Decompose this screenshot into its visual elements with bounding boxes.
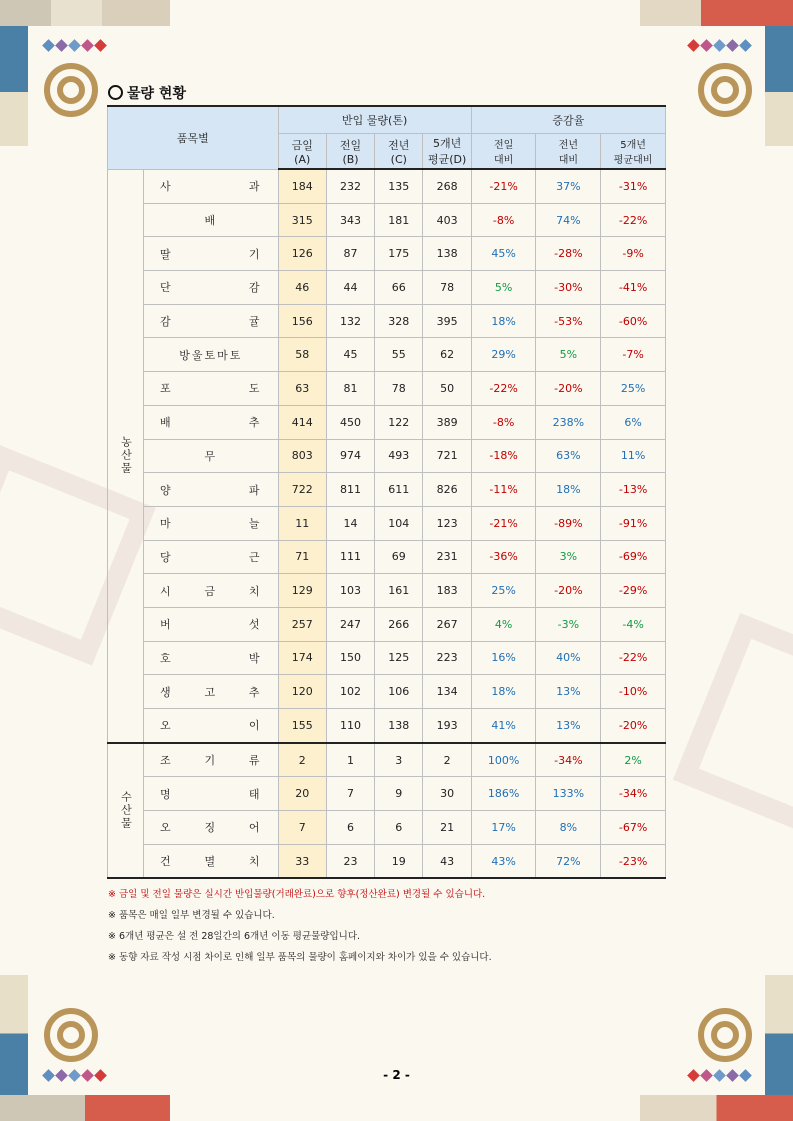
pct-vs-year: 18% [536, 473, 601, 507]
table-row [108, 338, 666, 372]
knot-ornament-bottom-right [690, 1000, 760, 1070]
table-row [108, 405, 666, 439]
table-row [108, 237, 666, 271]
pct-vs-day: 29% [471, 338, 536, 372]
value-today: 20 [278, 777, 326, 811]
value-today: 184 [278, 169, 326, 203]
pct-vs-year: -20% [536, 574, 601, 608]
value-prev-year: 19 [375, 844, 423, 878]
knot-ornament-top-right [690, 55, 760, 125]
value-prev-day: 974 [326, 439, 374, 473]
header-change-group: 증감율 [471, 106, 665, 134]
lattice-ornament-right [673, 613, 793, 847]
pct-vs-avg: -7% [601, 338, 666, 372]
pct-vs-year: 74% [536, 203, 601, 237]
pct-vs-day: 45% [471, 237, 536, 271]
pct-vs-year: -3% [536, 607, 601, 641]
pct-vs-day: -18% [471, 439, 536, 473]
value-today: 33 [278, 844, 326, 878]
table-row [108, 304, 666, 338]
value-prev-day: 23 [326, 844, 374, 878]
value-prev-day: 81 [326, 372, 374, 406]
pct-vs-avg: -69% [601, 540, 666, 574]
pct-vs-avg: -20% [601, 709, 666, 743]
value-prev-day: 111 [326, 540, 374, 574]
value-today: 11 [278, 506, 326, 540]
value-prev-year: 328 [375, 304, 423, 338]
category-label: 농산물 [108, 169, 144, 743]
section-title [108, 83, 186, 103]
value-prev-year: 122 [375, 405, 423, 439]
item-name: 생 고 추 [143, 675, 278, 709]
pct-vs-day: 41% [471, 709, 536, 743]
pct-vs-year: 13% [536, 675, 601, 709]
value-prev-year: 181 [375, 203, 423, 237]
value-prev-day: 45 [326, 338, 374, 372]
pct-vs-day: 16% [471, 641, 536, 675]
pct-vs-avg: 6% [601, 405, 666, 439]
pct-vs-avg: 11% [601, 439, 666, 473]
pct-vs-avg: -13% [601, 473, 666, 507]
pct-vs-avg: -34% [601, 777, 666, 811]
header-volume-group: 반입 물량(톤) [278, 106, 471, 134]
table-row [108, 506, 666, 540]
item-name: 오 이 [143, 709, 278, 743]
right-stripe [765, 26, 793, 146]
footnote-3: ※ 6개년 평균은 설 전 28일간의 6개년 이동 평균물량입니다. [108, 931, 361, 942]
value-prev-day: 103 [326, 574, 374, 608]
value-today: 414 [278, 405, 326, 439]
value-prev-year: 135 [375, 169, 423, 203]
item-name: 단 감 [143, 271, 278, 305]
pct-vs-day: 25% [471, 574, 536, 608]
pct-vs-day: -22% [471, 372, 536, 406]
header-col-today: 금일 (A) [278, 134, 326, 170]
value-avg5: 231 [423, 540, 471, 574]
pct-vs-avg: -31% [601, 169, 666, 203]
table-row [108, 844, 666, 878]
value-avg5: 223 [423, 641, 471, 675]
pct-vs-avg: -91% [601, 506, 666, 540]
value-prev-year: 78 [375, 372, 423, 406]
value-avg5: 183 [423, 574, 471, 608]
pct-vs-avg: -22% [601, 203, 666, 237]
pct-vs-avg: -29% [601, 574, 666, 608]
value-prev-day: 1 [326, 743, 374, 777]
value-today: 46 [278, 271, 326, 305]
table-row [108, 811, 666, 845]
pct-vs-year: 3% [536, 540, 601, 574]
table-row [108, 473, 666, 507]
value-today: 803 [278, 439, 326, 473]
value-today: 722 [278, 473, 326, 507]
bottom-right-band [640, 1095, 793, 1121]
value-prev-year: 125 [375, 641, 423, 675]
value-avg5: 50 [423, 372, 471, 406]
value-avg5: 30 [423, 777, 471, 811]
page-number: - 2 - [383, 1068, 410, 1082]
table-row [108, 743, 666, 777]
value-avg5: 395 [423, 304, 471, 338]
pct-vs-year: -89% [536, 506, 601, 540]
value-prev-year: 611 [375, 473, 423, 507]
value-today: 63 [278, 372, 326, 406]
item-name: 감 귤 [143, 304, 278, 338]
item-name: 마 늘 [143, 506, 278, 540]
value-prev-day: 343 [326, 203, 374, 237]
table-row [108, 709, 666, 743]
pct-vs-day: -8% [471, 203, 536, 237]
value-avg5: 826 [423, 473, 471, 507]
value-avg5: 403 [423, 203, 471, 237]
header-col-prev-year: 전년 (C) [375, 134, 423, 170]
value-prev-day: 450 [326, 405, 374, 439]
item-name: 포 도 [143, 372, 278, 406]
value-prev-year: 66 [375, 271, 423, 305]
value-prev-day: 44 [326, 271, 374, 305]
value-prev-year: 138 [375, 709, 423, 743]
value-today: 71 [278, 540, 326, 574]
value-prev-year: 104 [375, 506, 423, 540]
value-prev-day: 232 [326, 169, 374, 203]
pct-vs-day: -8% [471, 405, 536, 439]
value-prev-day: 102 [326, 675, 374, 709]
value-today: 155 [278, 709, 326, 743]
value-prev-day: 811 [326, 473, 374, 507]
value-avg5: 267 [423, 607, 471, 641]
value-prev-day: 14 [326, 506, 374, 540]
pct-vs-day: -11% [471, 473, 536, 507]
diamond-row-top-left [43, 41, 106, 50]
pct-vs-avg: 2% [601, 743, 666, 777]
value-avg5: 2 [423, 743, 471, 777]
item-name: 당 근 [143, 540, 278, 574]
pct-vs-avg: -60% [601, 304, 666, 338]
section-title-text: 물량 현황 [127, 86, 186, 102]
pct-vs-avg: -22% [601, 641, 666, 675]
value-avg5: 134 [423, 675, 471, 709]
pct-vs-year: 8% [536, 811, 601, 845]
value-prev-year: 55 [375, 338, 423, 372]
value-prev-year: 6 [375, 811, 423, 845]
value-today: 315 [278, 203, 326, 237]
bottom-left-band [0, 1095, 170, 1121]
pct-vs-avg: -10% [601, 675, 666, 709]
value-prev-year: 9 [375, 777, 423, 811]
value-today: 174 [278, 641, 326, 675]
item-name: 배 추 [143, 405, 278, 439]
value-today: 2 [278, 743, 326, 777]
value-avg5: 389 [423, 405, 471, 439]
top-left-stripe [0, 0, 170, 26]
pct-vs-day: 100% [471, 743, 536, 777]
item-name: 오 징 어 [143, 811, 278, 845]
pct-vs-year: -53% [536, 304, 601, 338]
value-avg5: 193 [423, 709, 471, 743]
pct-vs-day: 18% [471, 304, 536, 338]
footnote-2: ※ 품목은 매일 일부 변경될 수 있습니다. [108, 910, 275, 921]
pct-vs-avg: -9% [601, 237, 666, 271]
top-right-stripe [640, 0, 793, 26]
item-name: 조 기 류 [143, 743, 278, 777]
item-name: 무 [143, 439, 278, 473]
pct-vs-avg: -23% [601, 844, 666, 878]
pct-vs-avg: -4% [601, 607, 666, 641]
pct-vs-year: 5% [536, 338, 601, 372]
table-row [108, 271, 666, 305]
value-avg5: 43 [423, 844, 471, 878]
value-today: 120 [278, 675, 326, 709]
pct-vs-day: -21% [471, 169, 536, 203]
header-col-prev-day: 전일 (B) [326, 134, 374, 170]
value-today: 156 [278, 304, 326, 338]
item-name: 버 섯 [143, 607, 278, 641]
header-item: 품목별 [108, 106, 279, 169]
pct-vs-day: 43% [471, 844, 536, 878]
value-prev-day: 150 [326, 641, 374, 675]
pct-vs-day: 4% [471, 607, 536, 641]
pct-vs-year: 13% [536, 709, 601, 743]
category-label: 수산물 [108, 743, 144, 879]
item-name: 배 [143, 203, 278, 237]
pct-vs-avg: -41% [601, 271, 666, 305]
value-avg5: 78 [423, 271, 471, 305]
knot-ornament-bottom-left [36, 1000, 106, 1070]
header-pct-year: 전년 대비 [536, 134, 601, 170]
item-name: 호 박 [143, 641, 278, 675]
volume-table [107, 105, 666, 879]
diamond-row-top-right [688, 41, 751, 50]
pct-vs-avg: -67% [601, 811, 666, 845]
pct-vs-day: 17% [471, 811, 536, 845]
footnote-1: ※ 금일 및 전일 물량은 실시간 반입물량(거래완료)으로 향후(정산완료) 변경될 수 있습니다. [108, 889, 486, 900]
header-pct-avg: 5개년 평균대비 [601, 134, 666, 170]
item-name: 방울토마토 [143, 338, 278, 372]
header-col-avg5: 5개년 평균(D) [423, 134, 471, 170]
pct-vs-day: -21% [471, 506, 536, 540]
value-prev-year: 69 [375, 540, 423, 574]
value-prev-day: 7 [326, 777, 374, 811]
pct-vs-year: 133% [536, 777, 601, 811]
item-name: 양 파 [143, 473, 278, 507]
value-prev-year: 266 [375, 607, 423, 641]
value-avg5: 62 [423, 338, 471, 372]
item-name: 딸 기 [143, 237, 278, 271]
value-today: 129 [278, 574, 326, 608]
pct-vs-year: 238% [536, 405, 601, 439]
pct-vs-year: 72% [536, 844, 601, 878]
pct-vs-year: 40% [536, 641, 601, 675]
value-prev-day: 132 [326, 304, 374, 338]
footnotes [108, 884, 492, 968]
item-name: 건 멸 치 [143, 844, 278, 878]
pct-vs-year: 37% [536, 169, 601, 203]
pct-vs-year: -20% [536, 372, 601, 406]
circle-bullet-icon [108, 85, 123, 100]
value-avg5: 268 [423, 169, 471, 203]
pct-vs-year: -30% [536, 271, 601, 305]
value-today: 126 [278, 237, 326, 271]
pct-vs-year: -28% [536, 237, 601, 271]
value-avg5: 721 [423, 439, 471, 473]
table-row [108, 203, 666, 237]
item-name: 명 태 [143, 777, 278, 811]
table-row [108, 540, 666, 574]
value-prev-day: 110 [326, 709, 374, 743]
table-row [108, 169, 666, 203]
value-today: 257 [278, 607, 326, 641]
value-avg5: 138 [423, 237, 471, 271]
value-prev-year: 175 [375, 237, 423, 271]
table-row [108, 439, 666, 473]
value-prev-year: 3 [375, 743, 423, 777]
value-avg5: 21 [423, 811, 471, 845]
value-prev-year: 106 [375, 675, 423, 709]
pct-vs-day: 186% [471, 777, 536, 811]
value-avg5: 123 [423, 506, 471, 540]
value-prev-day: 247 [326, 607, 374, 641]
pct-vs-year: 63% [536, 439, 601, 473]
left-stripe [0, 26, 28, 146]
pct-vs-avg: 25% [601, 372, 666, 406]
value-prev-day: 87 [326, 237, 374, 271]
item-name: 사 과 [143, 169, 278, 203]
table-row [108, 607, 666, 641]
value-today: 58 [278, 338, 326, 372]
item-name: 시 금 치 [143, 574, 278, 608]
table-row [108, 372, 666, 406]
table-row [108, 777, 666, 811]
value-today: 7 [278, 811, 326, 845]
knot-ornament-top-left [36, 55, 106, 125]
pct-vs-day: -36% [471, 540, 536, 574]
table-row [108, 675, 666, 709]
pct-vs-day: 5% [471, 271, 536, 305]
value-prev-year: 161 [375, 574, 423, 608]
value-prev-year: 493 [375, 439, 423, 473]
value-prev-day: 6 [326, 811, 374, 845]
table-row [108, 641, 666, 675]
footnote-4: ※ 동향 자료 작성 시점 차이로 인해 일부 품목의 물량이 홈페이지와 차이가 있을 수 있습니다. [108, 952, 492, 963]
table-row [108, 574, 666, 608]
pct-vs-day: 18% [471, 675, 536, 709]
header-pct-day: 전일 대비 [471, 134, 536, 170]
pct-vs-year: -34% [536, 743, 601, 777]
